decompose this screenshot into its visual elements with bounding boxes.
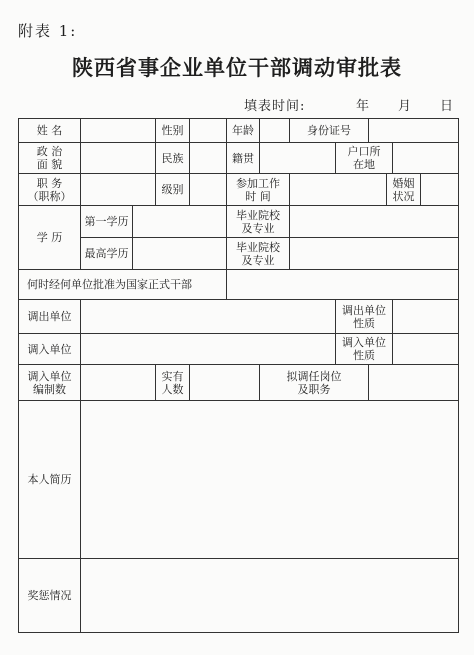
row-out-unit (19, 300, 459, 334)
highest-school-line1: 毕业院校 (236, 240, 280, 254)
row-resume (19, 401, 459, 559)
work-start-value[interactable] (290, 174, 387, 206)
political-status-line1: 政 治 (36, 145, 63, 158)
rewards-label: 奖惩情况 (19, 559, 81, 633)
in-quota-line1: 调入单位 (27, 369, 72, 383)
political-status-label (19, 143, 81, 174)
rewards-value[interactable] (81, 559, 459, 633)
work-start-line1: 参加工作 (236, 176, 280, 190)
hukou-line2: 在地 (353, 158, 375, 171)
fill-date-day: 日 (440, 99, 454, 114)
row-basic-info (19, 119, 459, 143)
first-degree-label: 第一学历 (81, 206, 133, 238)
id-number-value[interactable] (369, 119, 459, 143)
hukou-label (336, 143, 393, 174)
ethnicity-label: 民族 (156, 143, 190, 174)
position-value[interactable] (81, 174, 156, 206)
row-quota (19, 365, 459, 401)
row-position (19, 174, 459, 206)
name-value[interactable] (81, 119, 156, 143)
political-status-value[interactable] (81, 143, 156, 174)
first-school-line2: 及专业 (241, 221, 275, 235)
in-quota-line2: 编制数 (33, 382, 66, 396)
in-unit-nature-value[interactable] (393, 334, 459, 365)
in-unit-nature-label: 调入单位性质 (336, 334, 393, 365)
resume-value[interactable] (81, 401, 459, 559)
in-quota-label (19, 365, 81, 401)
in-unit-label: 调入单位 (19, 334, 81, 365)
fill-date-month: 月 (398, 99, 412, 114)
marital-line1: 婚姻 (392, 176, 415, 190)
approval-value[interactable] (227, 270, 459, 300)
first-school-major-label (227, 206, 290, 238)
out-unit-value[interactable] (81, 300, 336, 334)
hukou-value[interactable] (393, 143, 459, 174)
fill-date-year: 年 (356, 99, 370, 114)
political-status-line2: 面 貌 (36, 158, 63, 171)
first-degree-value[interactable] (133, 206, 227, 238)
actual-value[interactable] (190, 365, 260, 401)
age-value[interactable] (260, 119, 290, 143)
id-number-label: 身份证号 (290, 119, 369, 143)
row-highest-degree (19, 238, 459, 270)
in-unit-value[interactable] (81, 334, 336, 365)
highest-school-major-value[interactable] (290, 238, 459, 270)
in-quota-value[interactable] (81, 365, 156, 401)
actual-line1: 实有 (161, 369, 184, 383)
position-label (19, 174, 81, 206)
actual-label (156, 365, 190, 401)
marital-line2: 状况 (392, 189, 415, 203)
level-value[interactable] (190, 174, 227, 206)
marital-label (387, 174, 421, 206)
gender-value[interactable] (190, 119, 227, 143)
highest-school-major-label (227, 238, 290, 270)
work-start-label (227, 174, 290, 206)
native-place-value[interactable] (260, 143, 336, 174)
row-approval (19, 270, 459, 300)
first-school-line1: 毕业院校 (236, 208, 280, 222)
marital-value[interactable] (421, 174, 459, 206)
age-label: 年龄 (227, 119, 260, 143)
out-unit-nature-label: 调出单位性质 (336, 300, 393, 334)
out-unit-label: 调出单位 (19, 300, 81, 334)
position-line2: （职称） (27, 189, 72, 203)
row-in-unit (19, 334, 459, 365)
resume-label: 本人简历 (19, 401, 81, 559)
approval-label: 何时经何单位批准为国家正式干部 (19, 270, 227, 300)
actual-line2: 人数 (161, 382, 184, 396)
post-value[interactable] (369, 365, 459, 401)
post-label (260, 365, 369, 401)
row-rewards (19, 559, 459, 633)
first-school-major-value[interactable] (290, 206, 459, 238)
row-political (19, 143, 459, 174)
hukou-line1: 户口所 (347, 145, 381, 158)
highest-degree-value[interactable] (133, 238, 227, 270)
work-start-line2: 时 间 (245, 189, 271, 203)
row-first-degree (19, 206, 459, 238)
level-label: 级别 (156, 174, 190, 206)
approval-form-table (18, 118, 459, 633)
education-label: 学 历 (19, 206, 81, 270)
appendix-label: 附表 1: (18, 22, 78, 40)
highest-degree-label: 最高学历 (81, 238, 133, 270)
highest-school-line2: 及专业 (241, 253, 275, 267)
form-title: 陕西省事企业单位干部调动审批表 (72, 56, 402, 80)
post-line1: 拟调任岗位 (286, 369, 342, 383)
post-line2: 及职务 (297, 382, 331, 396)
fill-date-label: 填表时间: (244, 99, 306, 114)
gender-label: 性别 (156, 119, 190, 143)
native-place-label: 籍贯 (227, 143, 260, 174)
position-line1: 职 务 (36, 176, 63, 190)
ethnicity-value[interactable] (190, 143, 227, 174)
name-label: 姓 名 (19, 119, 81, 143)
out-unit-nature-value[interactable] (393, 300, 459, 334)
